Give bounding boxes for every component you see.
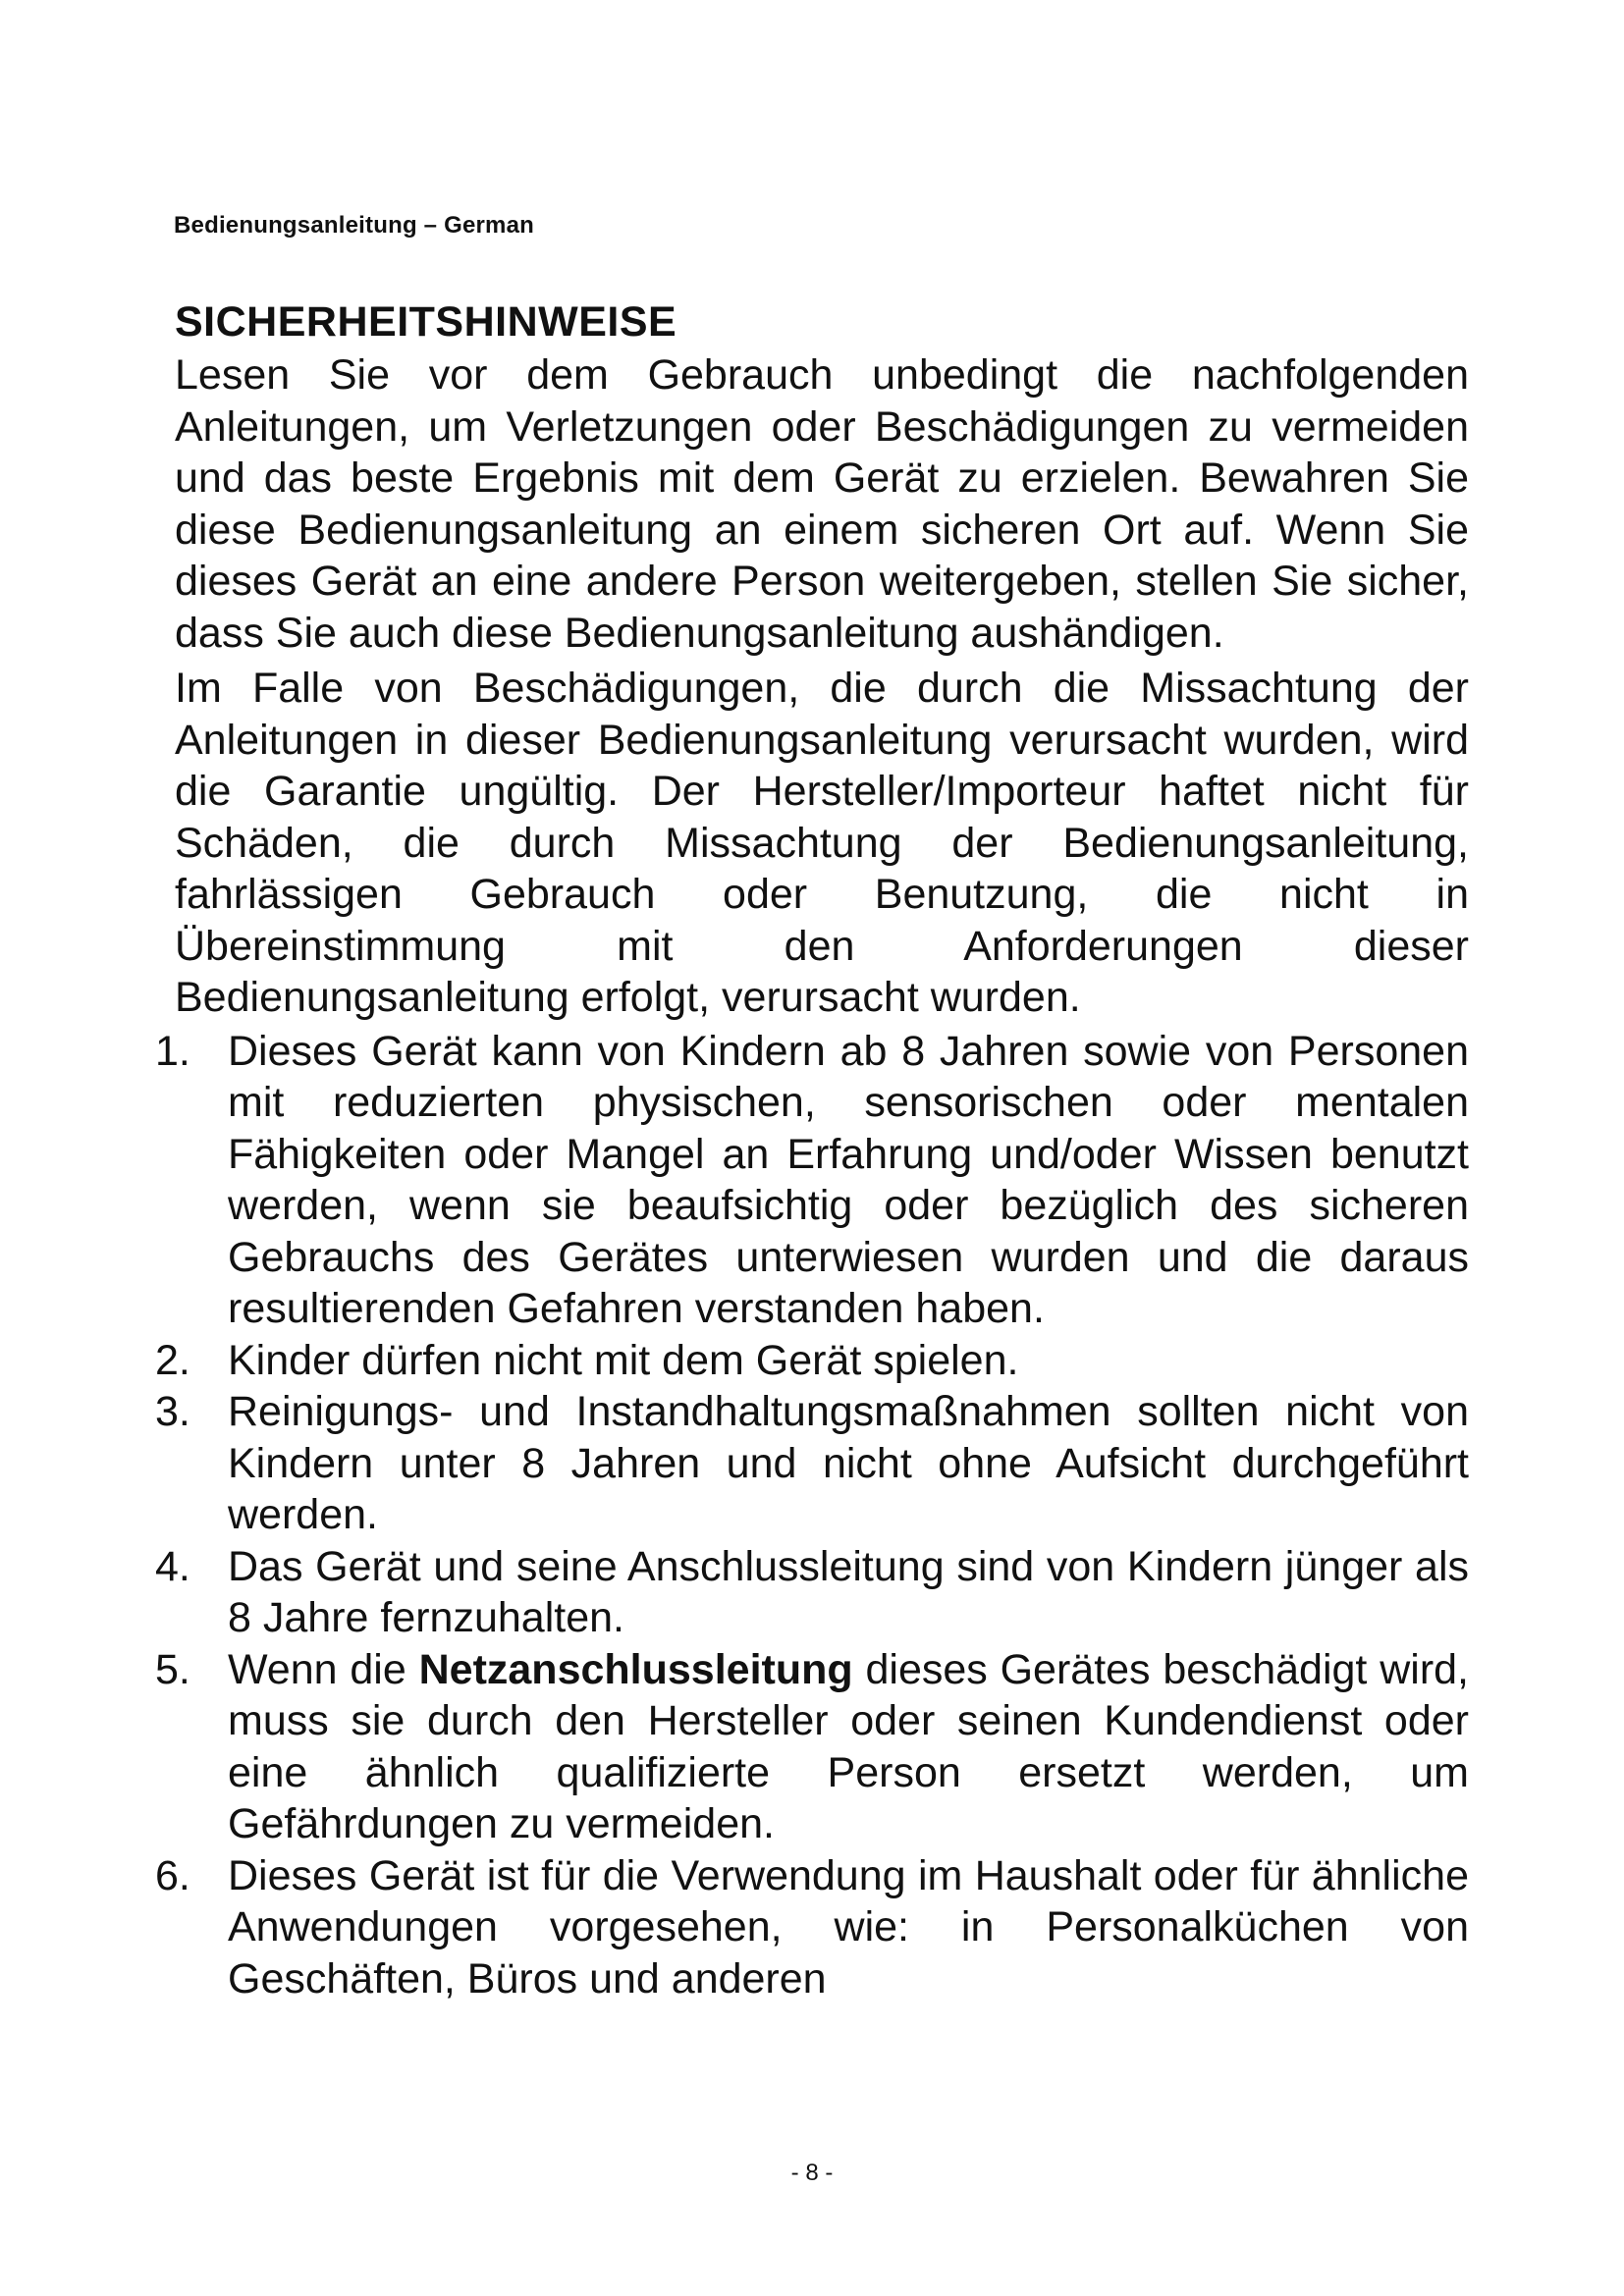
- list-item-number: 1.: [155, 1027, 190, 1075]
- list-item: [155, 1644, 1469, 1850]
- list-item-text-before: Wenn die: [228, 1645, 419, 1693]
- intro-paragraph: Lesen Sie vor dem Gebrauch unbedingt die nachfolgenden Anleitungen, um Verletzungen oder Beschädigungen zu vermeiden und das beste Ergebnis mit dem Gerät zu erzielen. Bewahren Sie diese Bedienungsanleitung an einem sicheren Ort auf. Wenn Sie dieses Gerät an eine andere Person weitergeben, stellen Sie sicher, dass Sie auch diese Bedienungsanleitung aushändigen.: [175, 351, 1469, 657]
- page-number: - 8 -: [790, 2160, 834, 2186]
- list-item-text: Kinder dürfen nicht mit dem Gerät spielen.: [228, 1336, 1019, 1384]
- list-item-text: Das Gerät und seine Anschlussleitung sind von Kindern jünger als 8 Jahre fernzuhalten.: [228, 1542, 1469, 1641]
- list-item: [155, 1850, 1469, 2005]
- list-item: [155, 1541, 1469, 1644]
- list-item-number: 2.: [155, 1336, 190, 1384]
- list-item-text: Dieses Gerät kann von Kindern ab 8 Jahren sowie von Personen mit reduzierten physischen, sensorischen oder mentalen Fähigkeiten oder Mangel an Erfahrung und/oder Wissen benutzt werden, wenn sie beaufsichtig oder bezüglich des sicheren Gebrauchs des Gerätes unterwiesen wurden und die daraus resultierenden Gefahren verstanden haben.: [228, 1027, 1469, 1332]
- list-item-number: 6.: [155, 1851, 190, 1899]
- document-body: [155, 294, 1469, 2004]
- section-title: SICHERHEITSHINWEISE: [175, 298, 677, 346]
- list-item-text: Dieses Gerät ist für die Verwendung im Haushalt oder für ähnliche Anwendungen vorgesehen, wie: in Personalküchen von Geschäften, Büros und anderen: [228, 1851, 1469, 2002]
- list-item-bold-term: Netzanschlussleitung: [418, 1645, 853, 1693]
- list-item-text: Reinigungs- und Instandhaltungsmaßnahmen sollten nicht von Kindern unter 8 Jahren und nicht ohne Aufsicht durchgeführt werden.: [228, 1388, 1469, 1538]
- list-item-number: 4.: [155, 1542, 190, 1590]
- list-item: [155, 1386, 1469, 1541]
- list-item: [155, 1026, 1469, 1335]
- warranty-paragraph: Im Falle von Beschädigungen, die durch die Missachtung der Anleitungen in dieser Bedienungsanleitung verursacht wurden, wird die Garantie ungültig. Der Hersteller/Importeur haftet nicht für Schäden, die durch Missachtung der Bedienungsanleitung, fahrlässigen Gebrauch oder Benutzung, die nicht in Übereinstimmung mit den Anforderungen dieser Bedienungsanleitung erfolgt, verursacht wurden.: [175, 665, 1469, 1021]
- list-item-number: 5.: [155, 1645, 190, 1693]
- list-item: [155, 1335, 1469, 1387]
- document-header: Bedienungsanleitung – German: [174, 212, 534, 239]
- list-item-number: 3.: [155, 1388, 190, 1435]
- safety-list: [155, 1026, 1469, 2005]
- list-item-text-after: dieses Gerätes beschädigt wird, muss sie durch den Hersteller oder seinen Kundendienst oder eine ähnlich qualifizierte Person ersetzt werden, um Gefährdungen zu vermeiden.: [228, 1645, 1469, 1847]
